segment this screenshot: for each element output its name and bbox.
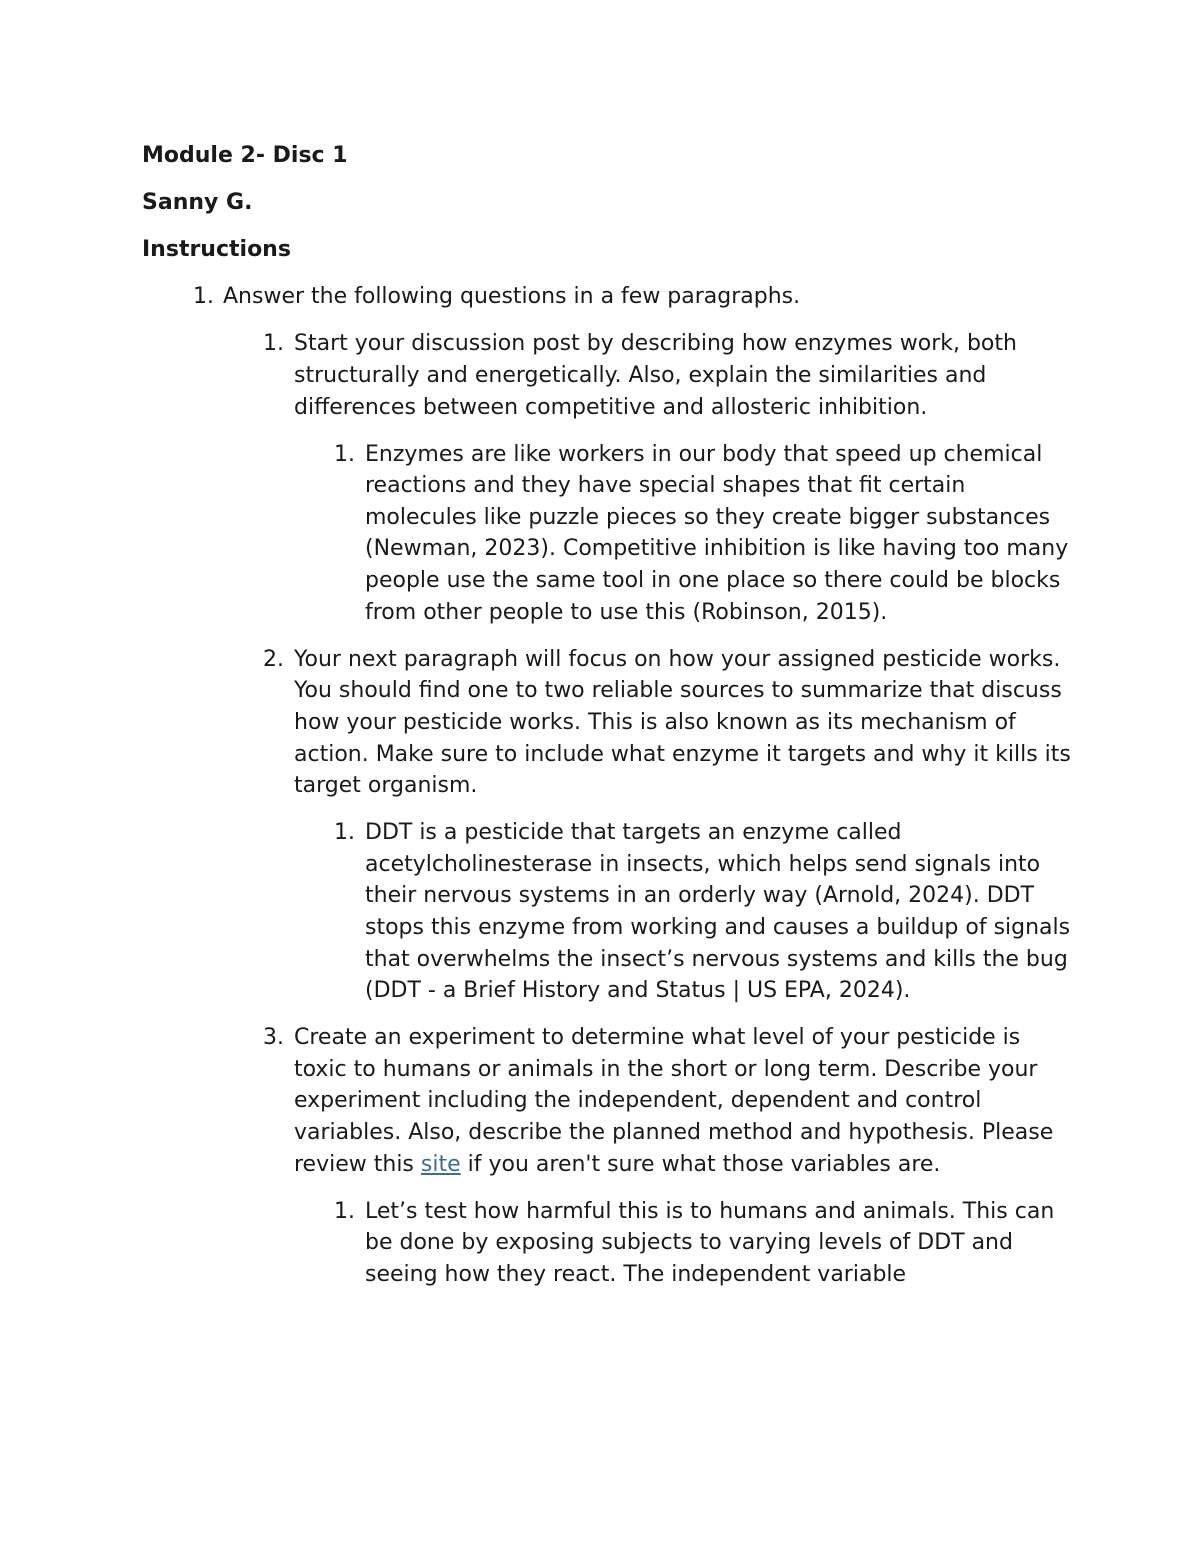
list-item [240,644,1072,802]
list-number: 1. [193,284,214,310]
list-item [311,1196,1072,1291]
list-text-after: if you aren't sure what those variables are. [460,1151,941,1177]
list-text: Start your discussion post by describing how enzymes work, both structurally and energetically. Also, explain the similarities and differences between competitive and allosteric inhibition. [294,331,1017,420]
site-link[interactable]: site [420,1151,461,1177]
list-item [311,817,1072,1007]
list-number: 1. [334,1198,355,1224]
list-text: Your next paragraph will focus on how your assigned pesticide works. You should find one to two reliable sources to summarize that discuss how your pesticide works. This is also known as its mechanism of action. Make sure to include what enzyme it targets and why it kills its target organism. [294,646,1071,799]
list-item [170,281,1072,313]
list-text: DDT is a pesticide that targets an enzyme called acetylcholinesterase in insects, which helps send signals into their nervous systems in an orderly way (Arnold, 2024). DDT stops this enzyme from working and causes a buildup of signals that overwhelms the insect’s nervous systems and kills the bug (DDT - a Brief History and Status | US EPA, 2024). [365,820,1071,1004]
list-text: Let’s test how harmful this is to humans and animals. This can be done by exposing subjects to varying levels of DDT and seeing how they react. The independent variable [365,1198,1055,1287]
list-number: 2. [263,646,284,672]
list-number: 1. [334,441,355,467]
document-title: Module 2- Disc 1 [142,143,348,168]
list-text: Answer the following questions in a few paragraphs. [223,284,801,310]
list-item [240,328,1072,423]
list-item [311,439,1072,629]
document-body [142,140,1072,1306]
section-heading: Instructions [142,237,291,263]
list-number: 1. [263,331,284,357]
document-author: Sanny G. [142,190,253,216]
list-text-before: Create an experiment to determine what level of your pesticide is toxic to humans or animals in the short or long term. Describe your experiment including the independent, dependent and control variables. Also, describe the planned method and hypothesis. Please review this [294,1025,1054,1177]
list-number: 3. [263,1025,284,1051]
list-item [240,1022,1072,1180]
list-number: 1. [334,820,355,846]
list-text [284,1022,1072,1180]
list-text: Enzymes are like workers in our body that speed up chemical reactions and they have special shapes that fit certain molecules like puzzle pieces so they create bigger substances (Newman, 2023). Competitive inhibition is like having too many people use the same tool in one place so there could be blocks from other people to use this (Robinson, 2015). [365,441,1069,625]
